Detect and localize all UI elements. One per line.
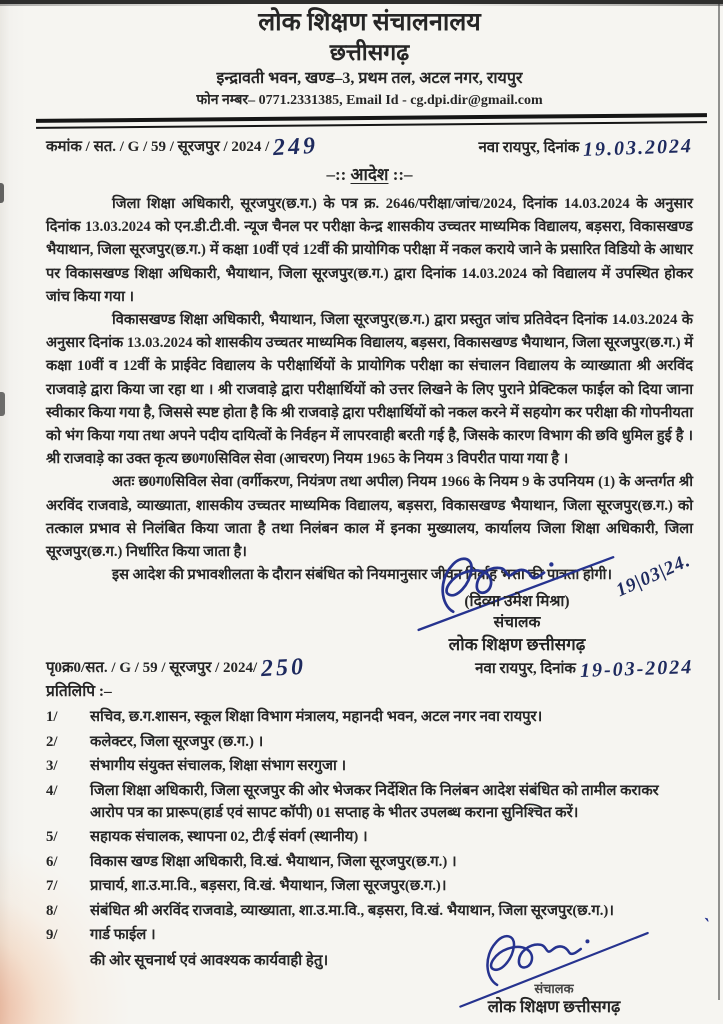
copy-item-number: 3/ xyxy=(46,758,58,775)
letterhead xyxy=(46,8,693,111)
reference-number-top xyxy=(46,132,319,162)
copy-item-number: 2/ xyxy=(46,733,58,750)
copy-heading: प्रतिलिपि :– xyxy=(46,683,112,701)
signatory-designation: संचालक xyxy=(493,614,541,632)
copy-item-text: संबंधित श्री अरविंद राजवाडे, व्याख्याता, शा.उ.मा.वि., बड़सरा, वि.खं. भैयाथान, जिला सूरजपुर(छ.ग.)। xyxy=(90,902,614,919)
copy-item-number: 7/ xyxy=(46,878,58,895)
paragraph-2: विकासखण्ड शिक्षा अधिकारी, भैयाथान, जिला सूरजपुर(छ.ग.) द्वारा प्रस्तुत जांच प्रतिवेदन दिनांक 14.03.2024 के अनुसार दिनांक 13.03.2024 को शासकीय उच्चतर माध्यमिक विद्यालय, बड़सरा, विकासखण्ड भैयाथान, जिला सूरजपुर(छ.ग.) में कक्षा 10वीं व 12वीं के प्राईवेट विद्यालय के परीक्षार्थियों के प्रायोगिक परीक्षा का संचालन विद्यालय के व्याख्याता श्री अरविंद राजवाड़े द्वारा किया जा रहा था । श्री राजवाड़े द्वारा परीक्षार्थियों को उत्तर लिखने के लिए पुराने प्रेक्टिकल फाईल को दिया जाना स्वीकार किया गया है, जिससे स्पष्ट होता है कि श्री राजवाड़े द्वारा परीक्षार्थियों को नकल करने में सहयोग कर परीक्षा की गोपनीयता को भंग किया गया तथा अपने पदीय दायित्वों के निर्वहन में लापरवाही बरती गई है, जिसके कारण विभाग की छवि धुमिल हुई है । श्री राजवाड़े का उक्त कृत्य छ0ग0सिविल सेवा (आचरण) नियम 1965 के नियम 3 विपरीत पाया गया है । xyxy=(46,312,693,468)
copy-item xyxy=(46,826,693,848)
copy-item xyxy=(46,875,693,897)
signatory-organization: लोक शिक्षण छत्तीसगढ़ xyxy=(448,635,586,655)
order-body xyxy=(46,193,693,587)
paragraph-1: जिला शिक्षा अधिकारी, सूरजपुर(छ.ग.) के पत्र क्र. 2646/परीक्षा/जांच/2024, दिनांक 14.03.2024 के अनुसार दिनांक 13.03.2024 को एन.डी.टी.वी. न्यूज चैनल पर परीक्षा केन्द्र शासकीय उच्चतर माध्यमिक विद्यालय, बड़सरा, विकासखण्ड भैयाथान, जिला सूरजपुर(छ.ग.) में कक्षा 10वीं एवं 12वीं की प्रायोगिक परीक्षा में नकल कराये जाने के प्रसारित विडियो के आधार पर विकासखण्ड शिक्षा अधिकारी, भैयाथान, जिला सूरजपुर(छ.ग.) द्वारा दिनांक 14.03.2024 को विद्यालय में उपस्थित होकर जांच किया गया । xyxy=(46,196,693,305)
signatory-designation: संचालक xyxy=(534,981,574,996)
org-address: इन्द्रावती भवन, खण्ड–3, प्रथम तल, अटल नगर, रायपुर xyxy=(216,70,523,87)
org-name-line2: छत्तीसगढ़ xyxy=(329,40,410,65)
org-name-line1: लोक शिक्षण संचालनालय xyxy=(258,9,481,36)
place-date-bottom xyxy=(475,656,694,683)
copy-item xyxy=(46,731,693,753)
place-date-label: नवा रायपुर, दिनांक xyxy=(475,661,576,678)
reference-number-printed: कमांक / सत. / G / 59 / सूरजपुर / 2024 / xyxy=(46,139,270,155)
signature-block-bottom xyxy=(429,918,679,1018)
copy-item-text: गार्ड फाईल । xyxy=(90,927,156,944)
copy-footer-line: की ओर सूचनार्थ एवं आवश्यक कार्यवाही हेतु। xyxy=(90,952,329,969)
org-contact: फोन नम्बर– 0771.2331385, Email Id - cg.dpi.dir@gmail.com xyxy=(196,93,543,108)
letterhead-divider xyxy=(36,113,707,129)
copy-item xyxy=(46,755,693,777)
copy-item-text: सहायक संचालक, स्थापना 02, टी/ई संवर्ग (स्थानीय) । xyxy=(90,829,368,846)
copy-item-number: 5/ xyxy=(46,829,58,846)
reference-number-bottom xyxy=(46,654,307,683)
copy-item-number: 8/ xyxy=(46,902,58,919)
copy-item-number: 9/ xyxy=(46,927,58,944)
copy-item xyxy=(46,851,693,873)
order-heading-word: आदेश xyxy=(350,165,389,184)
reference-number-handwritten: 250 xyxy=(260,654,307,683)
order-heading-suffix: ::– xyxy=(388,165,413,184)
copy-item-text: विकास खण्ड शिक्षा अधिकारी, वि.खं. भैयाथान, जिला सूरजपुर(छ.ग.) । xyxy=(90,853,457,870)
copy-item xyxy=(46,780,693,825)
copy-item-text: प्राचार्य, शा.उ.मा.वि., बड़सरा, वि.खं. भैयाथान, जिला सूरजपुर(छ.ग.)। xyxy=(90,878,447,895)
place-date-top xyxy=(478,135,694,161)
date-handwritten: 19.03.2024 xyxy=(582,135,694,161)
copy-item xyxy=(46,706,693,728)
copy-item-text: कलेक्टर, जिला सूरजपुर (छ.ग.) । xyxy=(90,733,264,750)
reference-number-handwritten: 249 xyxy=(272,132,319,162)
order-heading xyxy=(46,162,693,185)
paragraph-4: इस आदेश की प्रभावशीलता के दौरान संबंधित को नियमानुसार जीवन निर्वाह भत्ता की पात्रता होगी। xyxy=(112,567,612,584)
reference-row-top xyxy=(46,132,694,162)
copy-item-number: 1/ xyxy=(46,709,58,726)
date-handwritten: 19-03-2024 xyxy=(579,656,694,683)
signatory-name: (दिव्या उमेश मिश्रा) xyxy=(464,593,570,611)
ink-mark: ` xyxy=(699,914,712,938)
copy-item-text: संभागीय संयुक्त संचालक, शिक्षा संभाग सरगुजा । xyxy=(90,758,347,775)
reference-number-printed: पृ0क्र0/सत. / G / 59 / सूरजपुर / 2024/ xyxy=(46,660,258,677)
place-date-label: नवा रायपुर, दिनांक xyxy=(478,140,580,156)
copy-item-number: 4/ xyxy=(46,782,58,799)
copy-item-number: 6/ xyxy=(46,853,58,870)
paragraph-3: अतः छ0ग0सिविल सेवा (वर्गीकरण, नियंत्रण तथा अपील) नियम 1966 के नियम 9 के उपनियम (1) के अन्तर्गत श्री अरविंद राजवाडे, व्याख्याता, शासकीय उच्चतर माध्यमिक विद्यालय, बड़सरा, विकासखण्ड भैयाथान, जिला सूरजपुर(छ.ग.) को तत्काल प्रभाव से निलंबित किया जाता है तथा निलंबन काल में इनका मुख्यालय, कार्यालय जिला शिक्षा अधिकारी, जिला सूरजपुर(छ.ग.) निर्धारित किया जाता है। xyxy=(46,474,693,561)
reference-row-bottom xyxy=(46,654,694,683)
signature-date-handwritten: 19|03|24. xyxy=(612,550,694,602)
order-heading-prefix: –:: xyxy=(326,165,351,184)
copy-item-text: जिला शिक्षा अधिकारी, जिला सूरजपुर की ओर भेजकर निर्देशित कि निलंबन आदेश संबंधित को तामील कराकर आरोप पत्र का प्रारूप(हार्ड एवं सापट कॉपी) 01 सप्ताह के भीतर उपलब्ध कराना सुनिश्चित करें। xyxy=(90,782,659,822)
signatory-organization: लोक शिक्षण छत्तीसगढ़ xyxy=(487,997,621,1016)
copy-item-text: सचिव, छ.ग.शासन, स्कूल शिक्षा विभाग मंत्रालय, महानदी भवन, अटल नगर नवा रायपुर। xyxy=(90,709,543,726)
